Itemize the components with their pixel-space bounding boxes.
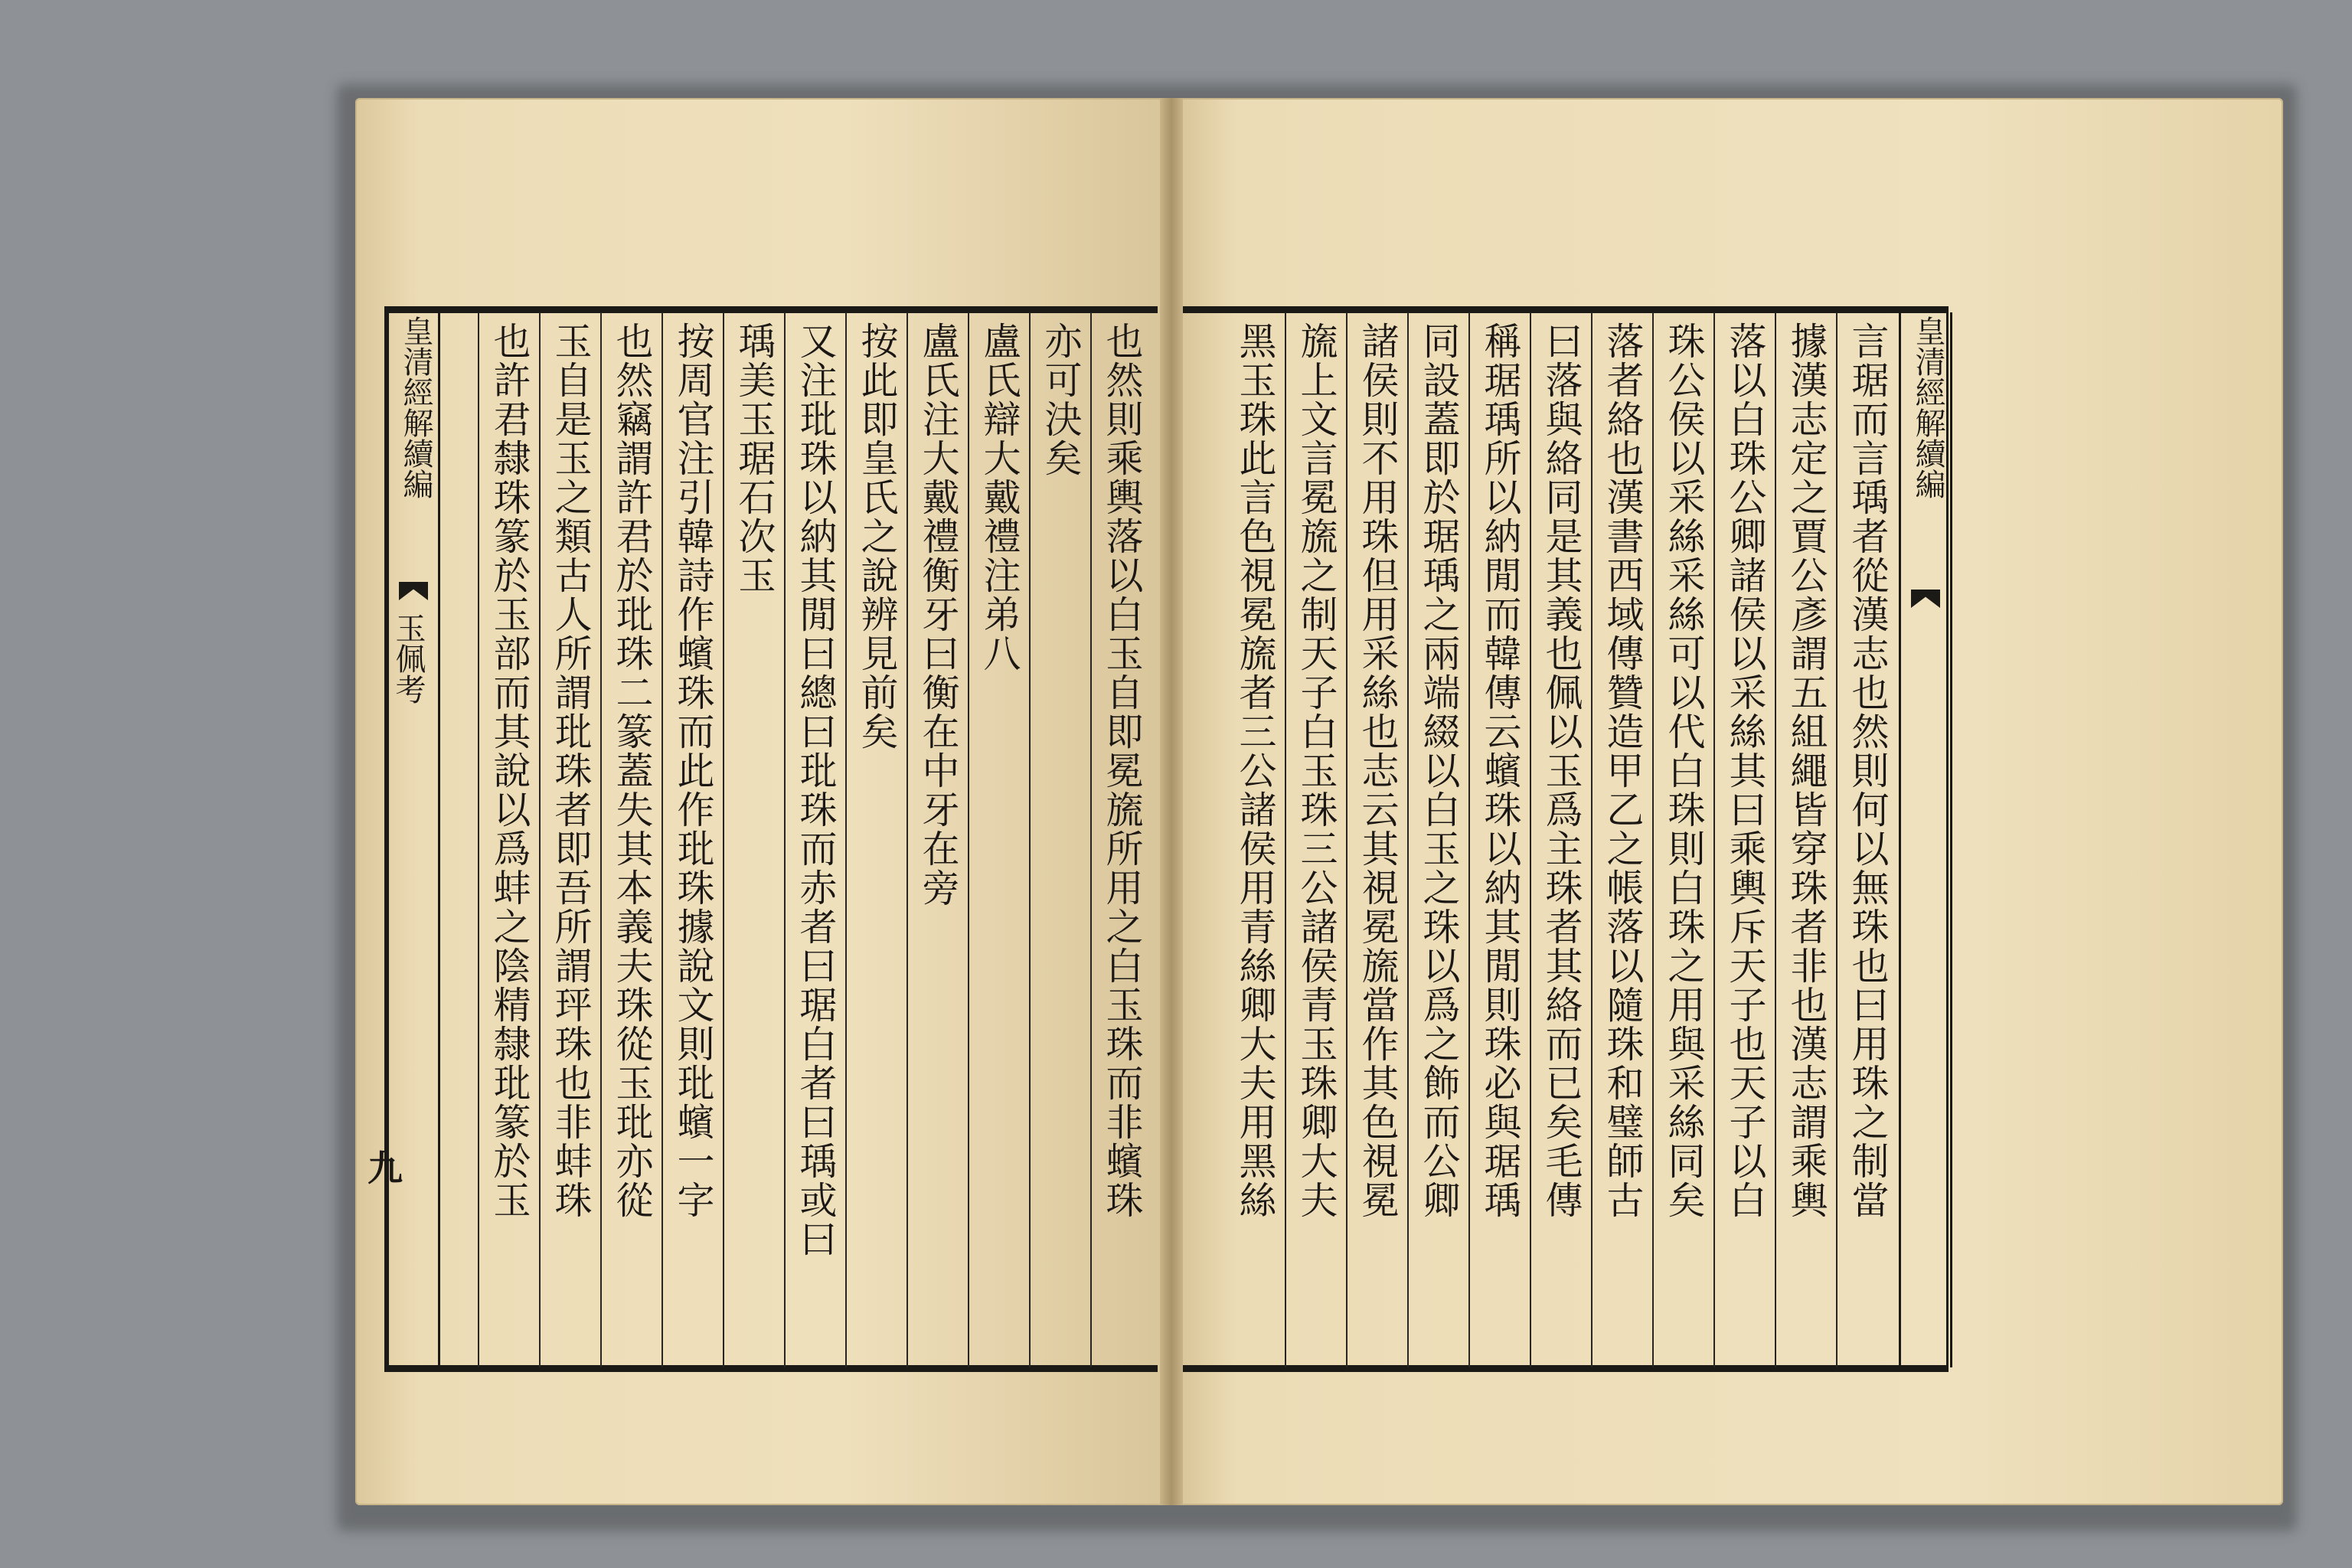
left-banxin-title: 皇清經解續編 (398, 315, 433, 499)
right-text-column: 言琚而言瑀者從漢志也然則何以無珠也曰用珠之制當 (1846, 322, 1890, 1220)
column-rule (600, 312, 602, 1367)
column-rule (906, 312, 908, 1367)
right-text-column: 稱琚瑀所以納閒而韓傳云蠙珠以納其閒則珠必與琚瑀 (1478, 322, 1522, 1220)
column-rule (845, 312, 847, 1367)
right-text-column: 旒上文言冕旒之制天子白玉珠三公諸侯青玉珠卿大夫 (1295, 322, 1338, 1220)
left-text-column: 又注玭珠以納其閒曰總曰玭珠而赤者曰琚白者曰瑀或曰 (794, 322, 838, 1259)
column-rule (1836, 312, 1838, 1367)
column-rule (478, 312, 479, 1367)
column-rule (1029, 312, 1031, 1367)
column-rule (1591, 312, 1592, 1367)
page-number: 九 (368, 1148, 403, 1189)
column-rule (1652, 312, 1654, 1367)
column-rule (784, 312, 786, 1367)
column-rule (1713, 312, 1715, 1367)
column-rule (1285, 312, 1286, 1367)
column-rule (723, 312, 724, 1367)
column-rule (1775, 312, 1776, 1367)
right-text-column: 諸侯則不用珠但用采絲也志云其視冕旒當作其色視冕 (1356, 322, 1400, 1220)
column-rule (1468, 312, 1470, 1367)
left-text-column: 也許君隸珠篆於玉部而其說以爲蚌之陰精隸玭篆於玉 (488, 322, 531, 1220)
left-text-column: 按周官注引韓詩作蠙珠而此作玭珠據說文則玭蠙一字 (671, 322, 715, 1220)
left-text-column: 玉自是玉之類古人所謂玭珠者即吾所謂玶珠也非蚌珠 (549, 322, 593, 1220)
right-text-column: 同設蓋即於琚瑀之兩端綴以白玉之珠以爲之飾而公卿 (1417, 322, 1461, 1220)
left-text-column: 也然竊謂許君於玭珠二篆蓋失其本義夫珠從玉玭亦從 (610, 322, 654, 1220)
column-rule (968, 312, 969, 1367)
right-text-column: 珠公侯以采絲采絲可以代白珠則白珠之用與采絲同矣 (1662, 322, 1706, 1220)
left-text-column: 瑀美玉琚石次玉 (733, 322, 776, 595)
left-text-column: 按此即皇氏之說辨見前矣 (855, 322, 899, 751)
column-rule (1530, 312, 1531, 1367)
left-text-column: 盧氏辯大戴禮注弟八 (978, 322, 1021, 673)
column-rule (1090, 312, 1092, 1367)
left-text-column: 亦可決矣 (1039, 322, 1083, 478)
right-banxin-title: 皇清經解續編 (1910, 315, 1945, 499)
right-text-column: 落以白珠公卿諸侯以采絲其曰乘輿斥天子也天子以白 (1723, 322, 1767, 1220)
right-text-column: 黑玉珠此言色視冕旒者三公諸侯用青絲卿大夫用黑絲 (1233, 322, 1277, 1220)
left-banxin-section: 玉佩考 (390, 612, 426, 704)
right-text-column: 落者絡也漢書西域傳贊造甲乙之帳落以隨珠和璧師古 (1601, 322, 1645, 1220)
left-text-column: 也然則乘輿落以白玉自即冕旒所用之白玉珠而非蠙珠 (1100, 322, 1144, 1220)
right-text-column: 據漢志定之賈公彥謂五組繩皆穿珠者非也漢志謂乘輿 (1785, 322, 1828, 1220)
right-text-column: 曰落與絡同是其義也佩以玉爲主珠者其絡而已矣毛傳 (1540, 322, 1583, 1220)
column-rule (1346, 312, 1348, 1367)
column-rule (539, 312, 541, 1367)
left-text-column: 盧氏注大戴禮衡牙曰衡在中牙在旁 (916, 322, 960, 907)
book-gutter (1160, 98, 1183, 1505)
column-rule (1407, 312, 1409, 1367)
column-rule (662, 312, 663, 1367)
